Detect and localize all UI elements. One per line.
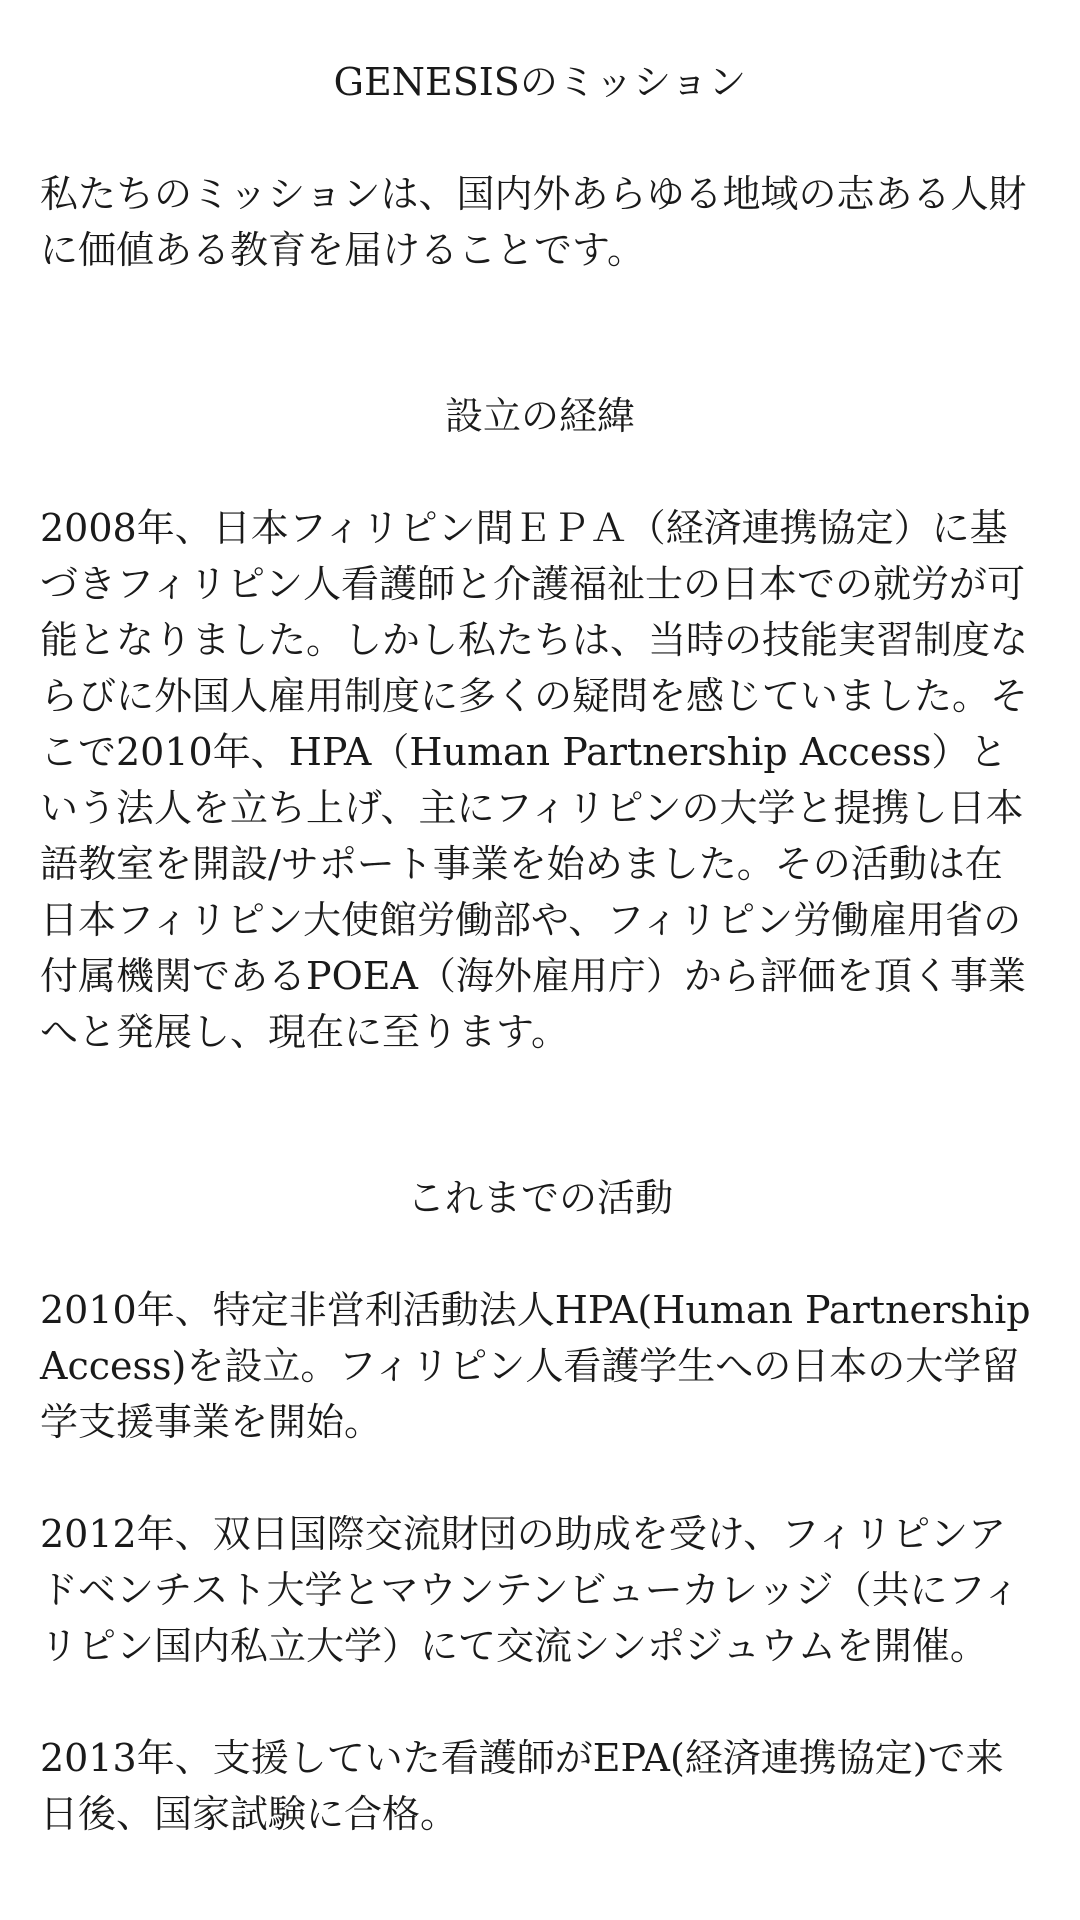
activity-item: 2010年、特定非営利活動法人HPA(Human Partnership Access)を設立。フィリピン人看護学生への日本の大学留学支援事業を開始。 [40,1288,1031,1444]
activity-item: 2013年、支援していた看護師がEPA(経済連携協定)で来日後、国家試験に合格。 [40,1736,1004,1836]
background-paragraph: 2008年、日本フィリピン間ＥＰＡ（経済連携協定）に基づきフィリピン人看護師と介護福祉士の日本での就労が可能となりました。しかし私たちは、当時の技能実習制度ならびに外国人雇用制度に多くの疑問を感じていました。そこで2010年、HPA（Human Partnership Access）という法人を立ち上げ、主にフィリピンの大学と提携し日本語教室を開設/サポート事業を始めました。その活動は在日本フィリピン大使館労働部や、フィリピン労働雇用省の付属機関であるPOEA（海外雇用庁）から評価を頂く事業へと発展し、現在に至ります。 [40,506,1029,1054]
background-title: 設立の経緯 [444,394,635,438]
mission-paragraph: 私たちのミッションは、国内外あらゆる地域の志ある人財に価値ある教育を届けることです。 [40,172,1027,272]
mission-title: GENESISのミッション [333,60,747,104]
activity-item: 2012年、双日国際交流財団の助成を受け、フィリピンアドベンチスト大学とマウンテンビューカレッジ（共にフィリピン国内私立大学）にて交流シンポジュウムを開催。 [40,1512,1021,1668]
activities-title: これまでの活動 [406,1176,673,1220]
